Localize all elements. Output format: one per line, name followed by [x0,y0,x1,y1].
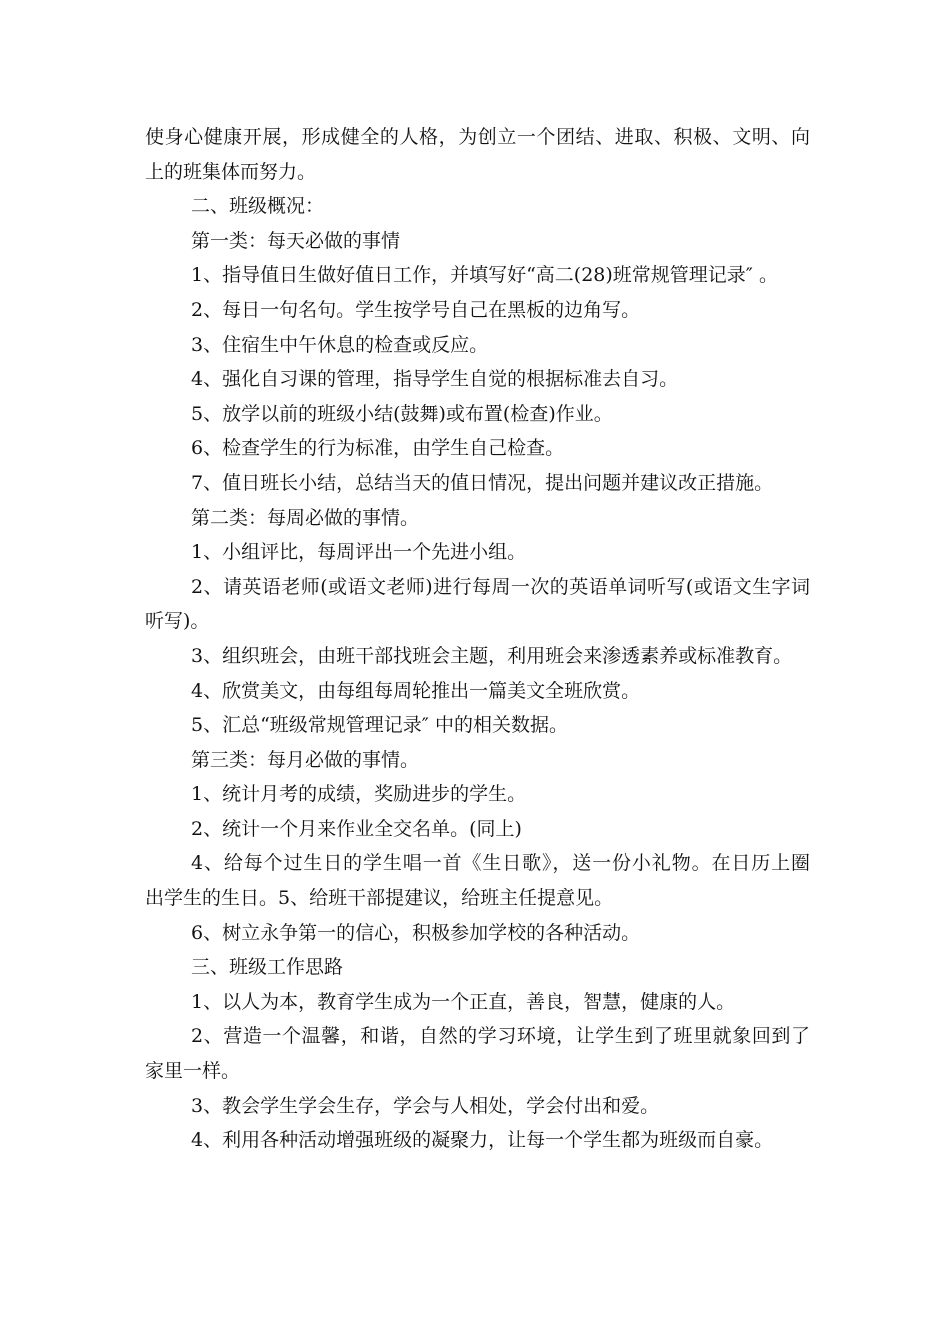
text-line: 出学生的生日。5、给班干部提建议，给班主任提意见。 [145,887,614,910]
text-line: 4、强化自习课的管理，指导学生自觉的根据标准去自习。 [191,368,679,391]
text-line: 5、汇总“班级常规管理记录″ 中的相关数据。 [191,714,568,737]
document-body [145,120,810,1158]
text-line: 1、小组评比，每周评出一个先进小组。 [191,541,527,564]
text-line: 5、放学以前的班级小结(鼓舞)或布置(检查)作业。 [191,402,613,425]
text-line: 1、指导值日生做好值日工作，并填写好“高二(28)班常规管理记录″ 。 [191,264,778,287]
text-line: 第三类：每月必做的事情。 [191,748,420,771]
text-line: 三、班级工作思路 [191,956,344,979]
text-line: 听写)。 [145,610,210,633]
text-line: 1、以人为本，教育学生成为一个正直，善良，智慧，健康的人。 [191,990,736,1013]
text-line: 3、住宿生中午休息的检查或反应。 [191,333,489,356]
text-line: 2、统计一个月来作业全交名单。(同上) [191,817,522,840]
text-line: 2、营造一个温馨，和谐，自然的学习环境，让学生到了班里就象回到了 [191,1025,810,1048]
text-line: 6、检查学生的行为标准，由学生自己检查。 [191,437,565,460]
text-line: 4、欣赏美文，由每组每周轮推出一篇美文全班欣赏。 [191,679,641,702]
text-line: 2、每日一句名句。学生按学号自己在黑板的边角写。 [191,298,641,321]
text-line: 二、班级概况： [191,195,325,218]
text-line: 第一类：每天必做的事情 [191,229,401,252]
text-line: 2、请英语老师(或语文老师)进行每周一次的英语单词听写(或语文生字词 [191,575,810,598]
text-line: 4、给每个过生日的学生唱一首《生日歌》，送一份小礼物。在日历上圈 [191,852,810,875]
text-line: 1、统计月考的成绩，奖励进步的学生。 [191,783,527,806]
text-line: 4、利用各种活动增强班级的凝聚力，让每一个学生都为班级而自豪。 [191,1129,774,1152]
text-line: 上的班集体而努力。 [145,160,317,183]
text-line: 6、树立永争第一的信心，积极参加学校的各种活动。 [191,921,641,944]
text-line: 第二类：每周必做的事情。 [191,506,420,529]
text-line: 7、值日班长小结，总结当天的值日情况，提出问题并建议改正措施。 [191,471,774,494]
text-line: 家里一样。 [145,1060,241,1083]
text-line: 3、教会学生学会生存，学会与人相处，学会付出和爱。 [191,1094,660,1117]
text-line: 使身心健康开展，形成健全的人格，为创立一个团结、进取、积极、文明、向 [145,126,810,148]
text-line: 3、组织班会，由班干部找班会主题，利用班会来渗透素养或标准教育。 [191,644,793,667]
